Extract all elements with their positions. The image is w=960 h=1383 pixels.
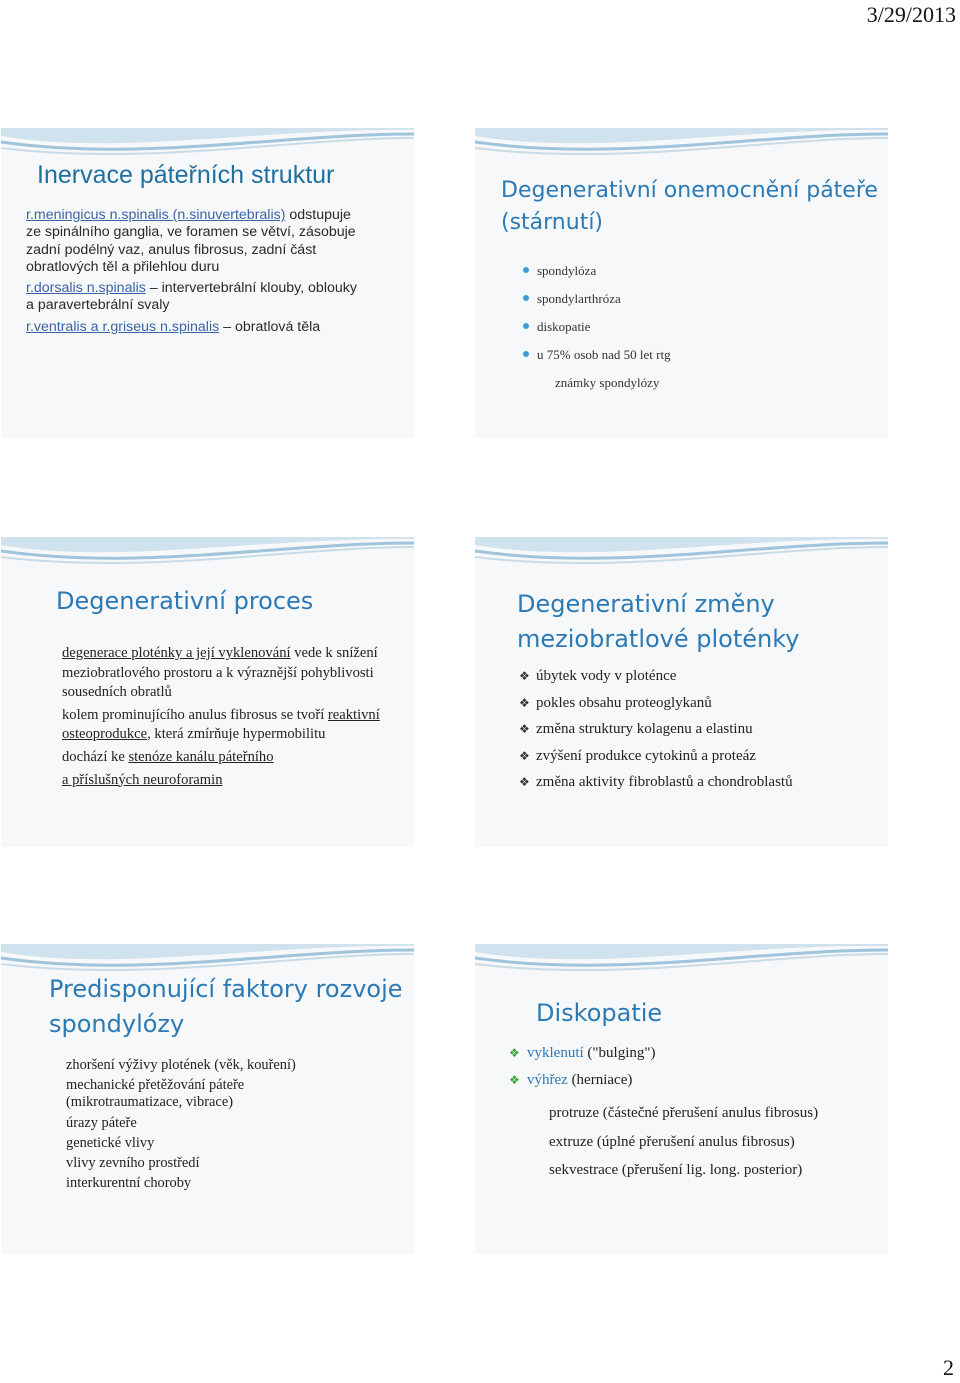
list-item: ❖ vyklenutí ("bulging") bbox=[509, 1045, 656, 1061]
slide-degenerativni-zmeny bbox=[475, 537, 888, 847]
slide-degenerativni-proces bbox=[1, 537, 414, 847]
bullet-list bbox=[509, 1045, 656, 1099]
four-diamond-bullet-icon: ❖ bbox=[519, 695, 530, 710]
blue-dot-icon bbox=[523, 295, 529, 301]
four-diamond-bullet-icon: ❖ bbox=[509, 1046, 520, 1060]
list-item: ❖ výhřez (herniace) bbox=[509, 1072, 633, 1088]
continuation-text: známky spondylózy bbox=[555, 375, 660, 390]
body-text: odstupuje ze spinálního ganglia, ve foramen se větví, zásobuje zadní podélný vaz, anulus fibrosus, zadní část obratlových těl a přilehlou duru bbox=[26, 207, 356, 275]
list-item: genetické vlivy bbox=[66, 1134, 155, 1151]
four-diamond-bullet-icon: ❖ bbox=[519, 669, 530, 683]
wave-decoration bbox=[475, 537, 888, 573]
slide-diskopatie bbox=[475, 944, 888, 1254]
page-number: 2 bbox=[943, 1355, 954, 1380]
list-item: mechanické přetěžování páteře (mikrotraumatizace, vibrace) bbox=[66, 1077, 245, 1111]
list-item: ❖ pokles obsahu proteoglykanů bbox=[519, 694, 712, 711]
blue-dot-icon bbox=[523, 323, 529, 329]
page-date: 3/29/2013 bbox=[866, 2, 956, 27]
wave-decoration bbox=[1, 537, 414, 573]
blue-dot-icon bbox=[523, 351, 529, 357]
four-diamond-bullet-icon: ❖ bbox=[519, 748, 530, 763]
list-item: u 75% osob nad 50 let rtg bbox=[537, 347, 671, 363]
slide-title: Degenerativní změny meziobratlové ploténky bbox=[517, 590, 800, 653]
wave-decoration bbox=[475, 944, 888, 980]
nerve-link[interactable]: r.meningicus n.spinalis (n.sinuvertebralis) bbox=[26, 207, 286, 223]
four-diamond-bullet-icon: ❖ bbox=[519, 722, 530, 736]
blue-dot-icon bbox=[523, 267, 529, 273]
list-item: interkurentní choroby bbox=[66, 1175, 192, 1192]
slide-title: Inervace páteřních struktur bbox=[37, 161, 335, 189]
slide-degenerativni-onemocneni bbox=[475, 128, 888, 438]
list-item: diskopatie bbox=[537, 319, 671, 335]
list-item: ❖ změna aktivity fibroblastů a chondroblastů bbox=[519, 774, 793, 790]
four-diamond-bullet-icon: ❖ bbox=[509, 1073, 520, 1087]
body-text: – intervertebrální klouby, oblouky a paravertebrální svaly bbox=[26, 280, 357, 314]
list-item: ❖ zvýšení produkce cytokinů a proteáz bbox=[519, 747, 756, 764]
slide-body bbox=[66, 1057, 306, 1195]
slide-title: Degenerativní onemocnění páteře (stárnutí) bbox=[501, 178, 878, 235]
nerve-link[interactable]: r.ventralis a r.griseus n.spinalis bbox=[26, 318, 220, 335]
bullet-list bbox=[537, 263, 671, 375]
slide-inervace bbox=[1, 128, 414, 438]
body-text: – obratlová těla bbox=[219, 318, 321, 335]
nerve-link[interactable]: r.dorsalis n.spinalis bbox=[26, 280, 146, 297]
slide-predisponujici-faktory bbox=[1, 944, 414, 1254]
list-item: ❖ změna struktury kolagenu a elastinu bbox=[519, 721, 753, 737]
list-item: spondylóza bbox=[537, 263, 671, 279]
list-item: vlivy zevního prostředí bbox=[66, 1155, 200, 1172]
list-item: spondylarthróza bbox=[537, 291, 671, 307]
sub-item: sekvestrace (přerušení lig. long. posterior) bbox=[549, 1162, 803, 1178]
list-item: úrazy páteře bbox=[66, 1114, 137, 1131]
four-diamond-bullet-icon: ❖ bbox=[519, 775, 530, 789]
bullet-list bbox=[519, 668, 793, 801]
wave-decoration bbox=[1, 128, 414, 164]
wave-decoration bbox=[475, 128, 888, 164]
list-item: zhoršení výživy plotének (věk, kouření) bbox=[66, 1057, 296, 1073]
slide-body: degenerace ploténky a její vyklenování vede k snížení meziobratlového prostoru a k výraznější pohyblivosti sousedních obratlů kolem prominujícího anulus fibrosus se tvoří reaktivní osteoprodukce, která zmírňuje hypermobilitu dochází ke stenóze kanálu páteřního a příslušných neuroforamin bbox=[62, 645, 380, 788]
sub-list bbox=[549, 1104, 819, 1190]
sub-item: protruze (částečné přerušení anulus fibrosus) bbox=[549, 1105, 819, 1121]
slide-title: Diskopatie bbox=[536, 999, 663, 1027]
list-item: ❖ úbytek vody v ploténce bbox=[519, 668, 677, 684]
slide-title: Predisponující faktory rozvoje spondylózy bbox=[49, 975, 403, 1038]
slide-title: Degenerativní proces bbox=[56, 587, 314, 615]
slide-body bbox=[26, 207, 366, 340]
sub-item: extruze (úplné přerušení anulus fibrosus) bbox=[549, 1133, 795, 1150]
